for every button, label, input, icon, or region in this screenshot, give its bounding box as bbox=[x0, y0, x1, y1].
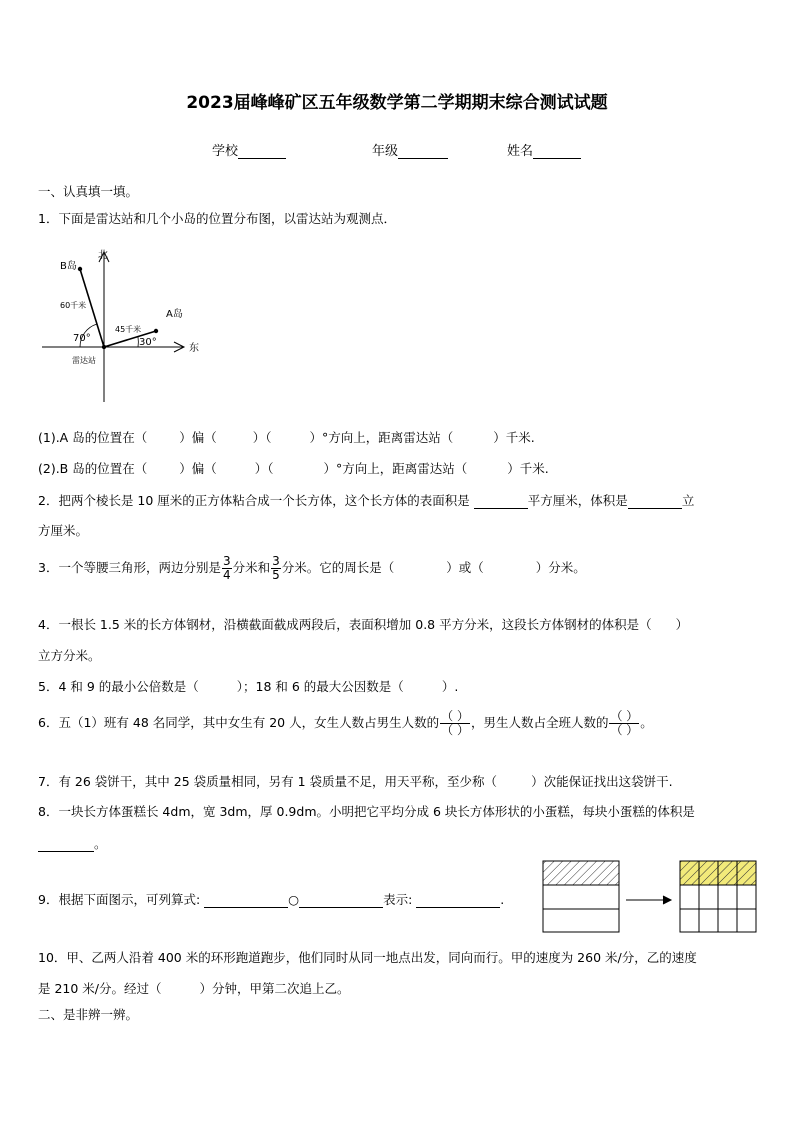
rect-left-shaded bbox=[543, 861, 619, 885]
north-label: 北 bbox=[98, 250, 108, 261]
name-field: 姓名 bbox=[507, 140, 581, 159]
question-8-line-1: 8．一块长方体蛋糕长 4dm，宽 3dm，厚 0.9dm。小明把它平均分成 6 块长方体形状的小蛋糕，每块小蛋糕的体积是 bbox=[38, 804, 695, 819]
section-1-heading: 一、认真填一填。 bbox=[38, 184, 139, 199]
fraction-blank-1: $\frac{( )}{( )}$ bbox=[441, 709, 469, 737]
station-label: 雷达站 bbox=[72, 356, 96, 365]
island-b-point bbox=[78, 267, 82, 271]
island-a-point bbox=[154, 329, 158, 333]
island-b-label: B岛 bbox=[60, 261, 77, 272]
page-title: 2023届峰峰矿区五年级数学第二学期期末综合测试试题 bbox=[186, 93, 608, 113]
east-label: 东 bbox=[189, 343, 199, 354]
question-1-text: 1．下面是雷达站和几个小岛的位置分布图，以雷达站为观测点． bbox=[38, 211, 396, 226]
fraction-blank-2: $\frac{( )}{( )}$ bbox=[610, 709, 639, 737]
question-10-line-2: 是 210 米/分。经过（ ）分钟，甲第二次追上乙。 bbox=[38, 981, 350, 996]
question-8-line-2: 。 bbox=[38, 834, 107, 852]
distance-a-label: 45千米 bbox=[115, 325, 142, 334]
question-1-sub-2: (2).B 岛的位置在（ ）偏（ ）（ ）°方向上，距离雷达站（ ）千米. bbox=[38, 461, 549, 476]
fraction-illustration bbox=[540, 858, 760, 938]
question-4-line-2: 立方分米。 bbox=[38, 648, 101, 663]
angle-a-label: 30° bbox=[139, 337, 157, 348]
question-3: 3．一个等腰三角形，两边分别是 $\frac{3}{4}$ 分米和 $\frac{3}{5}$ 分米。它的周长是（ ）或（ ）分米。 bbox=[38, 554, 586, 582]
question-2-line-1: 2．把两个棱长是 10 厘米的正方体粘合成一个长方体，这个长方体的表面积是 平方厘米，体积是 立 bbox=[38, 493, 695, 508]
section-2-heading: 二、是非辨一辨。 bbox=[38, 1007, 139, 1022]
grade-field: 年级 bbox=[372, 140, 448, 159]
distance-b-label: 60千米 bbox=[60, 301, 87, 310]
question-10-line-1: 10．甲、乙两人沿着 400 米的环形跑道跑步，他们同时从同一地点出发，同向而行。甲的速度为 260 米/分，乙的速度 bbox=[38, 950, 697, 965]
radar-diagram bbox=[38, 242, 208, 407]
question-2-line-2: 方厘米。 bbox=[38, 523, 89, 538]
fraction-3-5: $\frac{3}{5}$ bbox=[272, 554, 280, 582]
question-9: 9．根据下面图示，可列算式: ○ 表示: . bbox=[38, 892, 505, 907]
question-7: 7．有 26 袋饼干，其中 25 袋质量相同，另有 1 袋质量不足，用天平称，至少称（ ）次能保证找出这袋饼干. bbox=[38, 774, 673, 789]
angle-b-label: 70° bbox=[73, 333, 91, 344]
question-4-line-1: 4．一根长 1.5 米的长方体钢材，沿横截面截成两段后，表面积增加 0.8 平方分米，这段长方体钢材的体积是（ ） bbox=[38, 617, 689, 632]
question-1-sub-1: (1).A 岛的位置在（ ）偏（ ）（ ）°方向上，距离雷达站（ ）千米. bbox=[38, 430, 535, 445]
question-5: 5．4 和 9 的最小公倍数是（ ）；18 和 6 的最大公因数是（ ）. bbox=[38, 679, 459, 694]
station-point bbox=[102, 345, 106, 349]
school-field: 学校 bbox=[212, 140, 286, 159]
island-a-label: A岛 bbox=[166, 309, 183, 320]
fraction-3-4: $\frac{3}{4}$ bbox=[222, 554, 231, 582]
question-6: 6．五（1）班有 48 名同学，其中女生有 20 人，女生人数占男生人数的 $\frac{( )}{( )}$ ，男生人数占全班人数的 $\frac{( )}{( )}$ 。 bbox=[38, 709, 653, 737]
arrow-icon bbox=[663, 896, 671, 904]
